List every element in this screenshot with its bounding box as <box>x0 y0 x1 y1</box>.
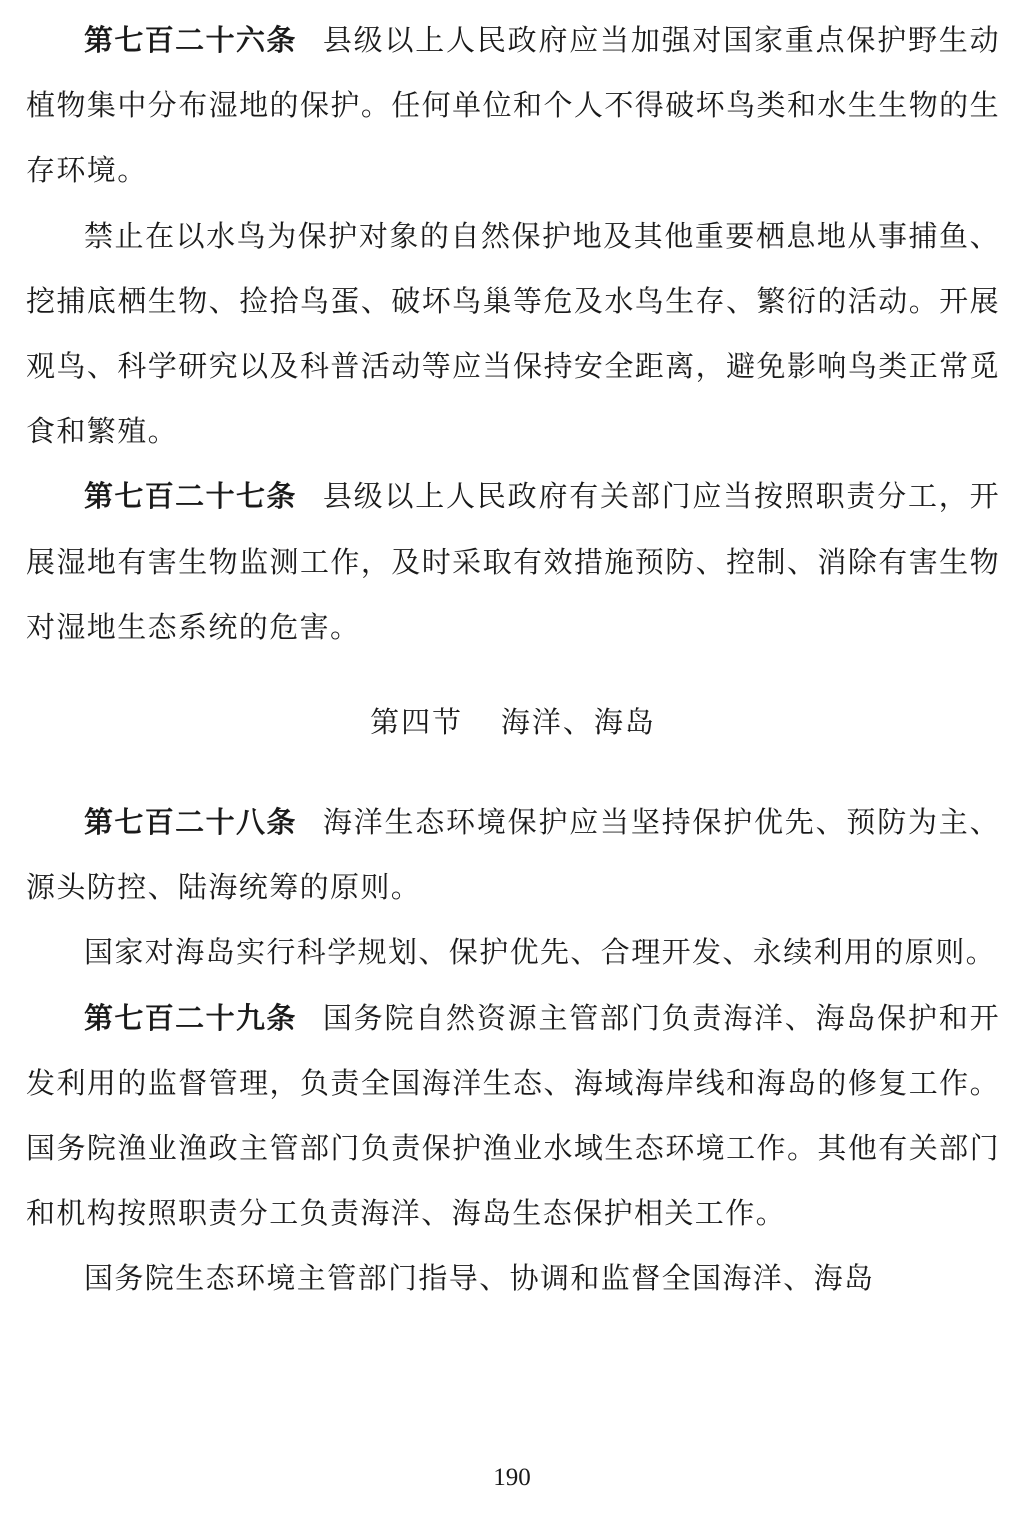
article-number: 第七百二十七条 <box>84 479 297 514</box>
article-number: 第七百二十八条 <box>84 805 297 840</box>
article-text: 国务院自然资源主管部门负责海洋、海岛保护和开发利用的监督管理，负责全国海洋生态、海域海岸线和海岛的修复工作。国务院渔业渔政主管部门负责保护渔业水域生态环境工作。其他有关部门和机构按照职责分工负责海洋、海岛生态保护相关工作。 <box>26 1000 1000 1231</box>
article-729-paragraph-2: 国务院生态环境主管部门指导、协调和监督全国海洋、海岛 <box>84 1261 875 1296</box>
section-title: 海洋、海岛 <box>500 705 656 740</box>
article-728-paragraph-1 <box>26 790 1000 920</box>
article-728-paragraph-2: 国家对海岛实行科学规划、保护优先、合理开发、永续利用的原则。 <box>84 935 997 970</box>
document-page <box>26 8 1000 1312</box>
article-number: 第七百二十六条 <box>84 23 297 57</box>
page-number: 190 <box>493 1464 531 1491</box>
article-text: 县级以上人民政府应当加强对国家重点保护野生动植物集中分布湿地的保护。任何单位和个人不得破坏鸟类和水生生物的生存环境。 <box>26 23 1000 188</box>
article-726-paragraph-2: 禁止在以水鸟为保护对象的自然保护地及其他重要栖息地从事捕鱼、挖捕底栖生物、捡拾鸟蛋、破坏鸟巢等危及水鸟生存、繁衍的活动。开展观鸟、科学研究以及科普活动等应当保持安全距离，避免影响鸟类正常觅食和繁殖。 <box>26 218 1000 449</box>
article-number: 第七百二十九条 <box>84 1000 297 1035</box>
article-text: 海洋生态环境保护应当坚持保护优先、预防为主、源头防控、陆海统筹的原则。 <box>26 805 1000 905</box>
article-727-paragraph-1 <box>26 464 1000 660</box>
article-726-paragraph-1 <box>26 8 1000 204</box>
section-heading <box>26 690 1000 755</box>
section-number: 第四节 <box>370 705 464 740</box>
article-text: 县级以上人民政府有关部门应当按照职责分工，开展湿地有害生物监测工作，及时采取有效措施预防、控制、消除有害生物对湿地生态系统的危害。 <box>26 479 1000 644</box>
article-729-paragraph-1 <box>26 986 1000 1247</box>
